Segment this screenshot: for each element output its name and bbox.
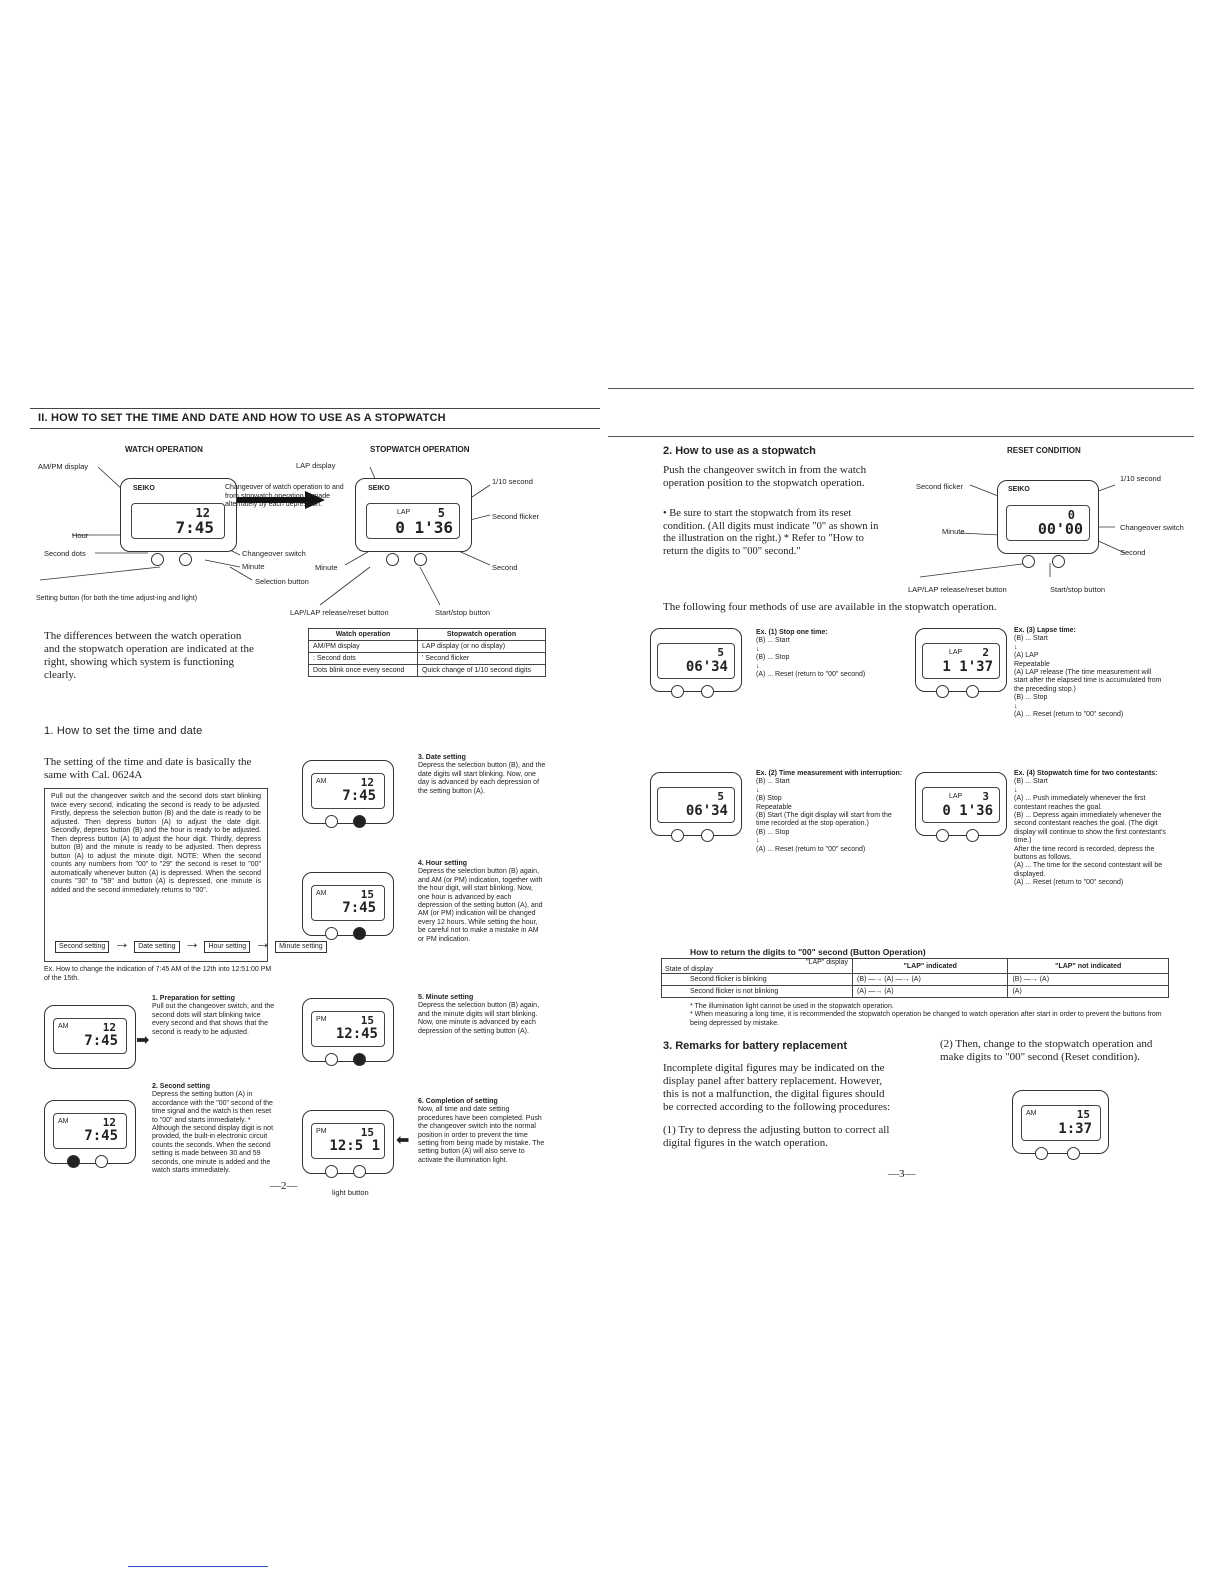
step-number: 1. (152, 995, 158, 1002)
example-line: (B) ... Stop (1014, 694, 1048, 702)
corner-bottom: State of display (665, 966, 713, 973)
lcd-ampm: PM (316, 1016, 327, 1023)
lcd-tenth: 5 (437, 506, 445, 520)
flow-step: Second setting (55, 941, 109, 953)
lcd-time: 1:37 (1058, 1121, 1092, 1137)
step-title: Preparation for setting (159, 995, 235, 1002)
lcd-date: 12 (102, 1021, 116, 1034)
example-line: (B) ... Start (1014, 778, 1048, 786)
example-line: (A) ... Reset (return to "00" second) (1014, 879, 1124, 887)
lcd-date: 15 (360, 1014, 374, 1027)
example-line: After the time record is recorded, depress the buttons as follows. (1014, 845, 1155, 862)
example-line: (B) Start (The digit display will start from the time recorded at the stop operation.) (756, 812, 892, 828)
label-ampm: AM/PM display (38, 462, 89, 471)
watch-operation-watch (120, 478, 237, 552)
button-a[interactable] (936, 829, 949, 842)
example-line: (B) ... Depress again immediately whenever the second contestant reaches the goal. (The digit display will continue to show the first contestant's time.) (1014, 812, 1166, 845)
label-setting-button: Setting button (for both the time adjust-ing and light) (36, 595, 198, 602)
watch-operation-title: WATCH OPERATION (125, 445, 203, 454)
label-changeover-switch: Changeover switch (242, 549, 306, 558)
stopwatch-operation-title: STOPWATCH OPERATION (370, 445, 470, 454)
label-second-flicker: Second flicker (492, 512, 540, 521)
step-text: Now, all time and date setting procedures have been completed. Push the changeover switch into the normal position in order to prevent the time setting from being made by mistake. The setting button (A) will also serve to activate the illumination light. (418, 1106, 545, 1164)
step-watch (302, 760, 394, 824)
example-title: Ex. (4) Stopwatch time for two contestants: (1014, 770, 1158, 777)
lcd-tenth: 3 (982, 790, 989, 803)
table-row (309, 665, 546, 677)
step-title: Hour setting (425, 860, 468, 867)
setting-flow: Second setting → Date setting → Hour setting → Minute setting (55, 935, 327, 953)
label-start-button: Start/stop button (1050, 585, 1106, 594)
sub2-title: 2. How to use as a stopwatch (663, 445, 816, 457)
difference-table (308, 628, 546, 677)
stopwatch-operation-watch (355, 478, 472, 552)
example-watch (650, 772, 742, 836)
button-b[interactable] (701, 829, 714, 842)
section-title: II. HOW TO SET THE TIME AND DATE AND HOW TO USE AS A STOPWATCH (38, 412, 446, 424)
button-a[interactable] (936, 685, 949, 698)
label-second: Second (1120, 548, 1146, 557)
button-a[interactable] (1035, 1147, 1048, 1160)
label-start-button: Start/stop button (435, 608, 491, 617)
button-a[interactable] (325, 1165, 338, 1178)
battery-watch (1012, 1090, 1109, 1154)
step-watch (302, 998, 394, 1062)
step-number: 4. (418, 860, 424, 867)
table-cell: (B) —→ (A) (1008, 974, 1169, 986)
button-b[interactable] (353, 815, 366, 828)
lcd-date: 15 (360, 888, 374, 901)
flow-step: Date setting (134, 941, 179, 953)
example-line: (B) ... Start (1014, 635, 1048, 643)
step-text: Pull out the changeover switch, and the second dots will start blinking twice every second and that shows that the second is ready to be adjusted. (152, 1003, 275, 1036)
example-line: (A) LAP (1014, 652, 1039, 660)
step-6 (418, 1098, 546, 1165)
step-title: Minute setting (425, 994, 474, 1001)
four-methods-text: The following four methods of use are available in the stopwatch operation. (663, 601, 997, 613)
lcd-tenth: 5 (717, 646, 724, 659)
table-cell: (A) —→ (A) (853, 986, 1008, 998)
table-row (309, 641, 546, 653)
step-number: 2. (152, 1083, 158, 1090)
lcd-time: 06'34 (685, 803, 728, 819)
lcd-tenth: 2 (982, 646, 989, 659)
example-line: (A) ... The time for the second contestant will be displayed. (1014, 862, 1163, 878)
intro-text: The differences between the watch operation and the stopwatch operation are indicated at the right, showing which system is functioning clearly. (44, 630, 254, 681)
example-caption: Ex. How to change the indication of 7:45 AM of the 12th into 12:51:00 PM of the 15th. (44, 966, 272, 982)
page-number-right: —3— (888, 1168, 916, 1180)
example-line: (A) ... Push immediately whenever the first contestant reaches the goal. (1014, 795, 1146, 811)
table-header: "LAP" not indicated (1008, 959, 1169, 974)
note-2: * When measuring a long time, it is recommended the stopwatch operation be changed to watch operation after start in order to prevent the buttons from being depressed by mistake. (690, 1011, 1162, 1027)
note-1: * The illumination light cannot be used in the stopwatch operation. (690, 1003, 894, 1010)
lcd-date: 15 (1076, 1108, 1090, 1121)
table-cell: Second flicker is blinking (662, 974, 853, 986)
table-row (662, 986, 1169, 998)
example-3: Ex. (3) Lapse time: (B) ... Start ↓ (A) LAP Repeatable (A) LAP release (The time measurement will start after the elapsed time is accumulated from the preceding stop.) (B) ... Stop ↓ (A) ... Reset (return to "00" second) (1014, 627, 1162, 719)
label-second-flicker: Second flicker (916, 482, 964, 491)
arrow-icon: ➡ (136, 1032, 150, 1049)
reset-watch (997, 480, 1099, 554)
step-number: 3. (418, 754, 424, 761)
label-second-dots: Second dots (44, 549, 86, 558)
return-title: How to return the digits to "00" second (Button Operation) (690, 947, 926, 957)
table-cell: Quick change of 1/10 second digits (417, 665, 545, 677)
example-line: (A) ... Reset (return to "00" second) (756, 671, 866, 679)
lcd-time: 06'34 (685, 659, 728, 675)
lcd-time: 12:5 1 (329, 1138, 380, 1154)
flow-step: Minute setting (275, 941, 327, 953)
bottom-link-line (128, 1566, 268, 1567)
step-text: Depress the selection button (B) again, and AM (or PM) indication, together with the hour digit, will start blinking. Now, one hour is advanced by each depression of the setting button (A), and AM (or PM) indication will be changed every 12 hours. While setting the hour, be careful not to make a mistake in AM or PM indication. (418, 868, 543, 943)
brand-logo: SEIKO (1008, 486, 1030, 493)
lcd-date: 12 (360, 776, 374, 789)
lcd-date: 15 (360, 1126, 374, 1139)
button-a[interactable] (1022, 555, 1035, 568)
label-minute: Minute (942, 527, 965, 536)
label-tenth-second: 1/10 second (492, 477, 533, 486)
lcd-time: 7:45 (342, 900, 376, 916)
label-changeover: Changeover switch (1120, 523, 1184, 532)
example-2: Ex. (2) Time measurement with interruption: (B) ... Start ↓ (B) Stop Repeatable (B) Start (The digit display will start from the time recorded at the stop operation.) (B) ... Stop ↓ (A) ... Reset (return to "00" second) (756, 770, 903, 853)
label-minute: Minute (242, 562, 265, 571)
table-cell: AM/PM display (309, 641, 418, 653)
procedure-2: (2) Then, change to the stopwatch operation and make digits to "00" second (Reset condition). (940, 1038, 1153, 1063)
table-cell: (B) —→ (A) —→ (A) (853, 974, 1008, 986)
top-rule-right (608, 388, 1194, 389)
label-lap-button: LAP/LAP release/reset button (290, 608, 389, 617)
button-b[interactable] (966, 829, 979, 842)
brand-logo: SEIKO (133, 485, 155, 492)
example-line: (B) ... Stop (756, 828, 790, 836)
return-table (661, 958, 1169, 998)
section-rule (30, 428, 600, 429)
lcd-ampm: AM (1026, 1110, 1037, 1117)
button-b[interactable] (1067, 1147, 1080, 1160)
example-line: (A) LAP release (The time measurement will start after the elapsed time is accumulated from the preceding stop.) (1014, 669, 1162, 693)
table-row (662, 974, 1169, 986)
label-second: Second (492, 563, 518, 572)
step-text: Depress the selection button (B) again, and the minute digits will start blinking. Now, one minute is advanced by each depression of the setting button (A). (418, 1002, 540, 1035)
light-button-label: light button (332, 1188, 369, 1197)
setting-box-text: Pull out the changeover switch and the second dots start blinking twice every second, indicating the second is ready to be adjusted. Firstly, depress the selection button (B) and the date is ready to be adjusted. Then depress button (A) to adjust the date digit. Secondly, depress button (B) and the hour is ready to be adjusted. Then depress button (A) to adjust the hour digit. Thirdly, depress button (B) and the minute is ready to be adjusted. Then depress button (A) to adjust the minute digit. NOTE: When the second counts any numbers from "00" to "29" the second is reset to "00" automatically whenever button (A) is depressed. When the second counts "30" to "59" and button (A) is depressed, one minute is added and the second immediately returns to "00". (51, 793, 261, 894)
sub1-title: 1. How to set the time and date (44, 725, 203, 737)
button-a[interactable] (386, 553, 399, 566)
table-corner (662, 959, 853, 974)
step-number: 6. (418, 1098, 424, 1105)
button-b[interactable] (179, 553, 192, 566)
example-line: (A) ... Reset (return to "00" second) (756, 845, 866, 853)
button-b[interactable] (1052, 555, 1065, 568)
button-a[interactable] (67, 1155, 80, 1168)
lcd-tenth: 0 (1067, 508, 1075, 522)
lcd-reset-time: 00'00 (1037, 520, 1083, 538)
lcd-time: 7:45 (342, 788, 376, 804)
table-header: "LAP" indicated (853, 959, 1008, 974)
stopwatch-screen (366, 503, 460, 539)
lcd-time: 7:45 (84, 1033, 118, 1049)
lcd-date: 12 (102, 1116, 116, 1129)
lcd-time: 0 1'36 (942, 803, 993, 819)
lcd-time: 7:45 (175, 518, 214, 537)
lcd-lap-tag: LAP (397, 509, 411, 516)
reset-condition-title: RESET CONDITION (1007, 446, 1081, 455)
example-title: Ex. (2) Time measurement with interruption: (756, 770, 903, 777)
step-watch (302, 1110, 394, 1174)
button-b[interactable] (353, 1053, 366, 1066)
arrow-left-icon: ⬅ (396, 1132, 410, 1149)
example-line: (B) Stop (756, 795, 782, 803)
top-rule (30, 408, 600, 409)
label-selection-button: Selection button (255, 577, 309, 586)
brand-logo: SEIKO (368, 485, 390, 492)
lcd-ampm: AM (58, 1023, 69, 1030)
step-watch (302, 872, 394, 936)
button-a[interactable] (325, 815, 338, 828)
sub1-text: The setting of the time and date is basically the same with Cal. 0624A (44, 756, 252, 781)
label-tenth: 1/10 second (1120, 474, 1161, 483)
lcd-time: 1 1'37 (942, 659, 993, 675)
example-line: (A) ... Reset (return to "00" second) (1014, 711, 1124, 719)
step-watch (44, 1005, 136, 1069)
sub2-text: Push the changeover switch in from the watch operation position to the stopwatch operation. (663, 464, 867, 489)
button-b[interactable] (414, 553, 427, 566)
table-row (309, 653, 546, 665)
button-b[interactable] (353, 1165, 366, 1178)
example-line: (B) ... Start (756, 778, 790, 786)
table-header: Watch operation (309, 629, 418, 641)
label-minute-sw: Minute (315, 563, 338, 572)
table-cell: Second flicker is not blinking (662, 986, 853, 998)
section-rule-right (608, 436, 1194, 437)
sub3-title: 3. Remarks for battery replacement (663, 1040, 848, 1052)
button-b[interactable] (701, 685, 714, 698)
page-number-left: —2— (270, 1180, 298, 1192)
changeover-note: Changeover of watch operation to and from stopwatch operation is made alternately by each depression. (225, 484, 344, 508)
step-5 (418, 994, 546, 1036)
sub3-text: Incomplete digital figures may be indicated on the display panel after battery replacement. However, this is not a malfunction, the digital figures should be corrected according to the following procedures: (663, 1062, 891, 1113)
example-1: Ex. (1) Stop one time: (B) ... Start ↓ (B) ... Stop ↓ (A) ... Reset (return to "00" second) (756, 629, 866, 679)
step-2 (152, 1083, 277, 1175)
table-header: Stopwatch operation (417, 629, 545, 641)
lcd-ampm: AM (316, 778, 327, 785)
lcd-ampm: AM (58, 1118, 69, 1125)
label-hour: Hour (72, 531, 89, 540)
step-text: Depress the selection button (B), and the date digits will start blinking. Now, one day is advanced by each depression of the setting button (A). (418, 762, 546, 795)
button-a[interactable] (325, 1053, 338, 1066)
example-4: Ex. (4) Stopwatch time for two contestants: (B) ... Start ↓ (A) ... Push immediately whenever the first contestant reaches the goal. (B) ... Depress again immediately whenever the second contestant reaches the goal. (The digit display will continue to show the first contestant's time.) After the time record is recorded, depress the buttons as follows. (A) ... The time for the second contestant will be displayed. (A) ... Reset (return to "00" second) (1014, 770, 1166, 887)
button-b[interactable] (966, 685, 979, 698)
button-b[interactable] (353, 927, 366, 940)
example-title: Ex. (1) Stop one time: (756, 629, 828, 636)
watch-screen (131, 503, 225, 539)
example-watch (915, 628, 1007, 692)
step-4 (418, 860, 546, 944)
step-3 (418, 754, 546, 796)
table-cell: ' Second flicker (417, 653, 545, 665)
step-text: Depress the setting button (A) in accordance with the "00" second of the time signal and the watch is then reset to "00" and starts immediately. * Although the second display digit is not provided, the built-in electronic circuit counts the seconds. When the second setting is made between 30 and 59 seconds, one minute is added and the watch starts immediately. (152, 1091, 274, 1175)
button-b[interactable] (95, 1155, 108, 1168)
lcd-lap-tag: LAP (949, 793, 963, 800)
example-line: Repeatable (756, 803, 792, 811)
label-lap-button: LAP/LAP release/reset button (908, 585, 1007, 594)
step-number: 5. (418, 994, 424, 1001)
step-watch (44, 1100, 136, 1164)
example-line: (B) ... Start (756, 637, 790, 645)
lcd-tenth: 5 (717, 790, 724, 803)
lcd-date: 12 (195, 506, 210, 520)
button-a[interactable] (671, 685, 684, 698)
table-cell: (A) (1008, 986, 1169, 998)
button-a[interactable] (325, 927, 338, 940)
lcd-lap-tag: LAP (949, 649, 963, 656)
example-watch (650, 628, 742, 692)
bullet-text: • Be sure to start the stopwatch from its reset condition. (All digits must indicate "0" as shown in the illustration on the right.) * Refer to "How to return the digits to "00" second." (663, 508, 879, 557)
table-cell: LAP display (or no display) (417, 641, 545, 653)
step-title: Second setting (159, 1083, 210, 1090)
lcd-stopwatch-time: 0 1'36 (395, 518, 453, 537)
example-watch (915, 772, 1007, 836)
label-lap-display: LAP display (296, 461, 336, 470)
step-title: Date setting (425, 754, 466, 761)
step-title: Completion of setting (425, 1098, 498, 1105)
flow-step: Hour setting (204, 941, 250, 953)
button-a[interactable] (671, 829, 684, 842)
procedure-1: (1) Try to depress the adjusting button to correct all digital figures in the watch operation. (663, 1124, 890, 1149)
example-line: Repeatable (1014, 660, 1050, 668)
lcd-ampm: AM (316, 890, 327, 897)
button-a[interactable] (151, 553, 164, 566)
corner-top: "LAP" display (806, 959, 848, 966)
example-title: Ex. (3) Lapse time: (1014, 627, 1076, 634)
lcd-ampm: PM (316, 1128, 327, 1135)
lcd-time: 12:45 (335, 1026, 378, 1042)
table-cell: Dots blink once every second (309, 665, 418, 677)
lcd-time: 7:45 (84, 1128, 118, 1144)
table-cell: : Second dots (309, 653, 418, 665)
step-1 (152, 995, 277, 1037)
example-line: (B) ... Stop (756, 654, 790, 662)
